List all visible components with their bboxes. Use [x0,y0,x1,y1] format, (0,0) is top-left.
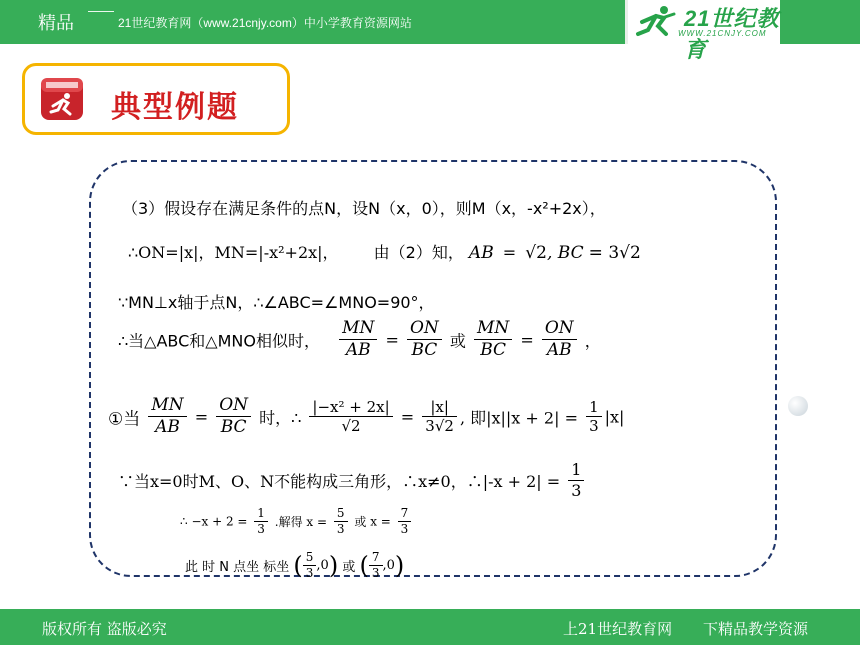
case-one-label: ①当 [108,409,141,430]
footer-link-resources[interactable]: 下精品教学资源 [703,620,809,638]
site-logo[interactable] [625,0,780,62]
equals-sign: = [502,243,517,262]
or-word: 或 [449,331,466,351]
bc-label: , BC [546,243,584,263]
fraction-one-third-2: $\frac{1}{3}$ [568,460,584,501]
decorative-sphere [788,396,808,416]
fraction-mn-ab-2: $\frac{MN}{AB}$ [148,395,186,439]
ab-value: √2 [525,243,547,263]
footer-link-site[interactable]: 上21世纪教育网 [563,620,673,638]
copyright-text: 版权所有 盗版必究 [42,620,167,638]
book-runner-icon [37,74,87,124]
segment-lengths: ∴ON=|x|，MN=|-x²+2x|， [128,243,339,262]
point-one-x: $\frac{5}{3}$ [303,550,317,581]
header-site-text: 21世纪教育网（www.21cnjy.com）中小学教育资源网站 [118,16,412,30]
fraction-mn-bc: $\frac{MN}{BC}$ [474,318,512,362]
fraction-on-ab: $\frac{ON}{AB}$ [542,318,577,362]
fraction-mn-ab: $\frac{MN}{AB}$ [339,318,377,362]
similar-condition: ∴当△ABC和△MNO相似时， [118,331,320,351]
fraction-on-bc: $\frac{ON}{BC}$ [407,318,442,362]
header-title: 精品 [38,13,74,33]
step-line-2 [128,240,641,263]
runner-logo-icon [634,4,680,40]
coordinate-conclusion: 此 时 N 点坐 标坐 [185,560,290,575]
fraction-5-3: $\frac{5}{3}$ [334,506,348,537]
logo-url: WWW.21CNJY.COM [678,29,767,38]
fraction-7-3: $\frac{7}{3}$ [398,506,412,537]
linear-equation: ∴ −x + 2 = [180,514,248,529]
when-therefore: 时，∴ [259,408,302,428]
step-line-8: 此 时 N 点坐 标坐 ( $\frac{5}{3}$ ,0) 或 ( $\frac{7}{3}$ ,0) [185,550,405,580]
step-line-3: ∵MN⊥x轴于点N，∴∠ABC=∠MNO=90°， [118,293,435,312]
fraction-1-3: $\frac{1}{3}$ [254,506,268,537]
fraction-one-third: $\frac{1}{3}$ [586,398,602,437]
solve-text: .解得 x = [274,515,328,529]
logo-text: 21世纪教育 [684,6,780,62]
fraction-abs-x: $\frac{|x|}{3√2}$ [422,398,457,437]
footer-bar [0,609,860,645]
ab-label: AB [468,243,494,263]
header-bar [0,0,860,62]
header-separator [88,11,114,12]
point-two-x: $\frac{7}{3}$ [369,550,383,581]
step-line-1: （3）假设存在满足条件的点N，设N（x，0），则M（x，-x²+2x）， [122,199,606,218]
namely-equation: , 即|x||x + 2| = [459,408,578,428]
bc-value: = 3√2 [588,243,641,263]
non-triangle-condition: ∵当x=0时M、O、N不能构成三角形，∴x≠0，∴|-x + 2| = [118,472,561,491]
section-badge [22,63,290,135]
from-part-2: 由（2）知， [373,243,464,262]
section-title: 典型例题 [111,90,239,125]
step-line-4: ∴当△ABC和△MNO相似时， $\frac{MN}{AB}$ = $\frac{ON}{BC}$ 或 $\frac{MN}{BC}$ = $\frac{ON}{AB}$ ， [118,318,601,361]
fraction-on-bc-2: $\frac{ON}{BC}$ [216,395,251,439]
fraction-abs-quadratic: $\frac{\text{|−x² + 2x|}}{√2}$ [309,398,392,437]
step-line-5: ①当 $\frac{MN}{AB}$ = $\frac{ON}{BC}$ 时，∴ $\frac{\text{|−x² + 2x|}}{√2}$ = $\frac{|x|}{3√2}$ , 即|x||x + 2| = $\frac{1}{3}$ |x| [108,395,625,438]
step-line-6 [118,460,587,501]
step-line-7: ∴ −x + 2 = $\frac{1}{3}$ .解得 x = $\frac{5}{3}$ 或 x = $\frac{7}{3}$ [180,506,414,537]
